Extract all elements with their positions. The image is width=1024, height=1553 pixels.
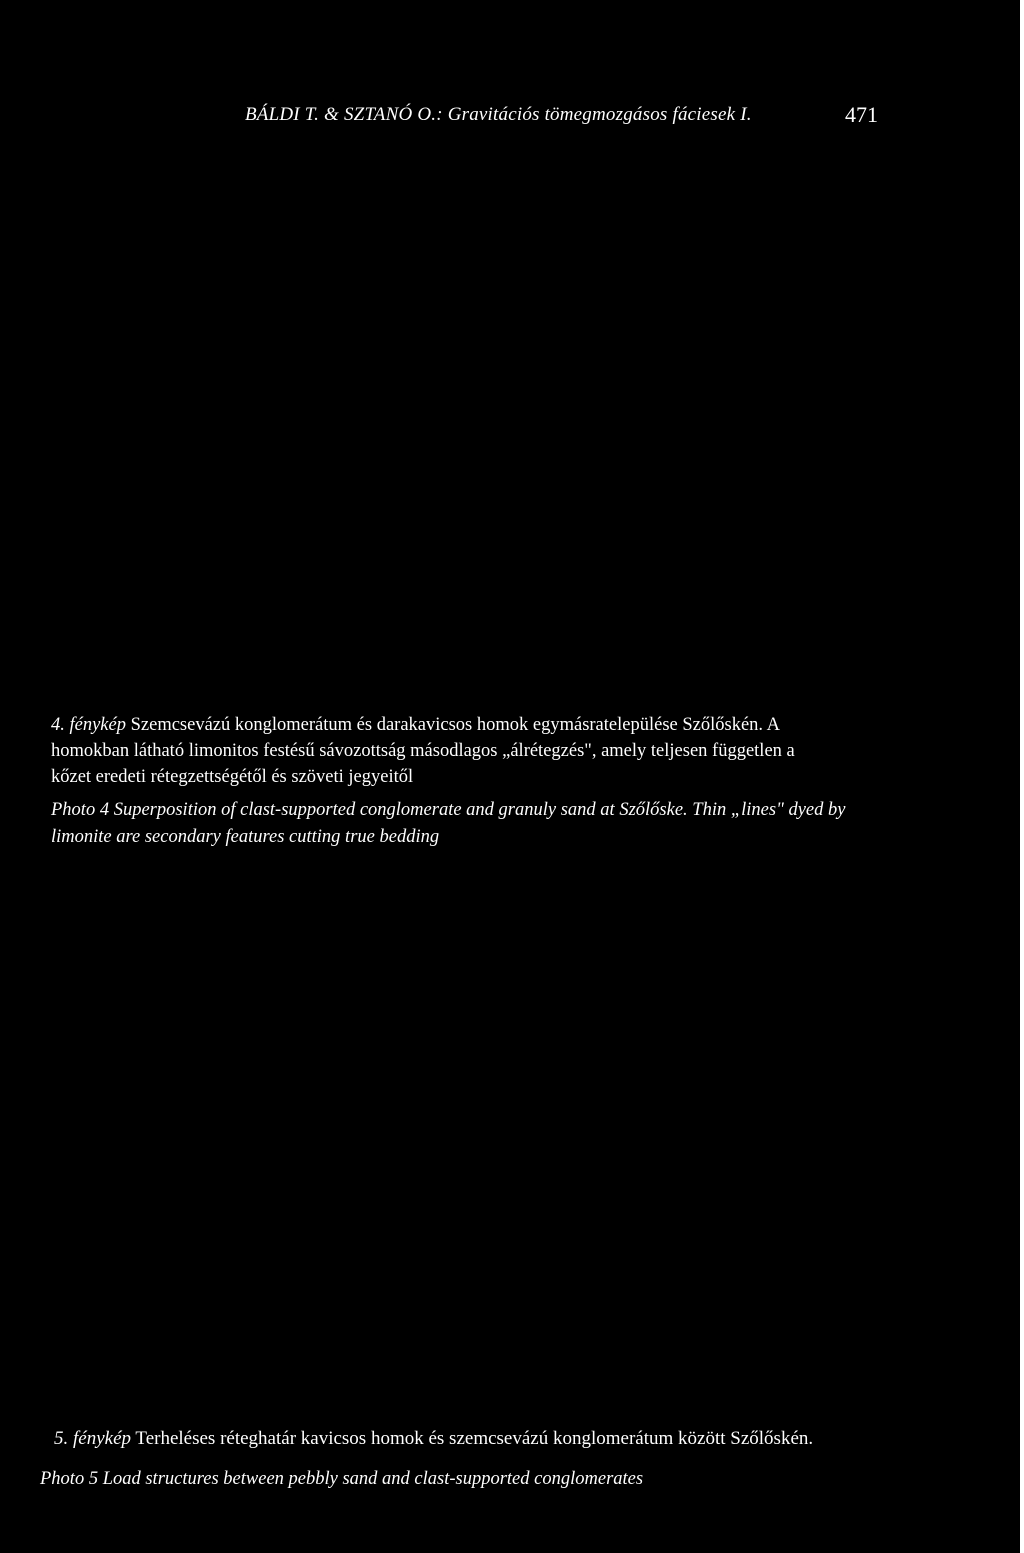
header-title: : Gravitációs tömegmozgásos fáciesek I. — [436, 104, 752, 125]
photo-5-caption-hungarian — [54, 1428, 813, 1450]
running-header — [245, 104, 752, 126]
page-number: 471 — [845, 102, 878, 127]
photo-5-image — [30, 860, 990, 1420]
caption-line: limonite are secondary features cutting true bedding — [51, 827, 440, 847]
photo-5-label-hu: 5. fénykép — [54, 1428, 132, 1449]
caption-text: Terheléses réteghatár kavicsos homok és szemcsevázú konglomerátum között Szőlőskén. — [131, 1428, 814, 1449]
caption-text: Szemcsevázú konglomerátum és darakavicsos homok egymásratelepülése Szőlőskén. A — [126, 715, 780, 735]
photo-4-image — [40, 140, 980, 700]
header-ampersand: & — [324, 104, 340, 125]
header-authors-first: BÁLDI T. — [245, 104, 325, 125]
caption-line: homokban látható limonitos festésű sávozottság másodlagos „álrétegzés", amely teljesen független a — [51, 741, 795, 761]
caption-line: Photo 4 Superposition of clast-supported conglomerate and granuly sand at Szőlőske. Thin „lines" dyed by — [51, 800, 846, 820]
caption-line — [51, 712, 881, 738]
photo-4-caption-hungarian — [51, 712, 881, 790]
header-authors-second: SZTANÓ O. — [339, 104, 437, 125]
photo-4-label-hu: 4. fénykép — [51, 715, 126, 735]
photo-5-caption-english: Photo 5 Load structures between pebbly sand and clast-supported conglomerates — [40, 1469, 644, 1489]
caption-line: kőzet eredeti rétegzettségétől és szöveti jegyeitől — [51, 767, 414, 787]
photo-4-caption-english — [51, 797, 881, 851]
